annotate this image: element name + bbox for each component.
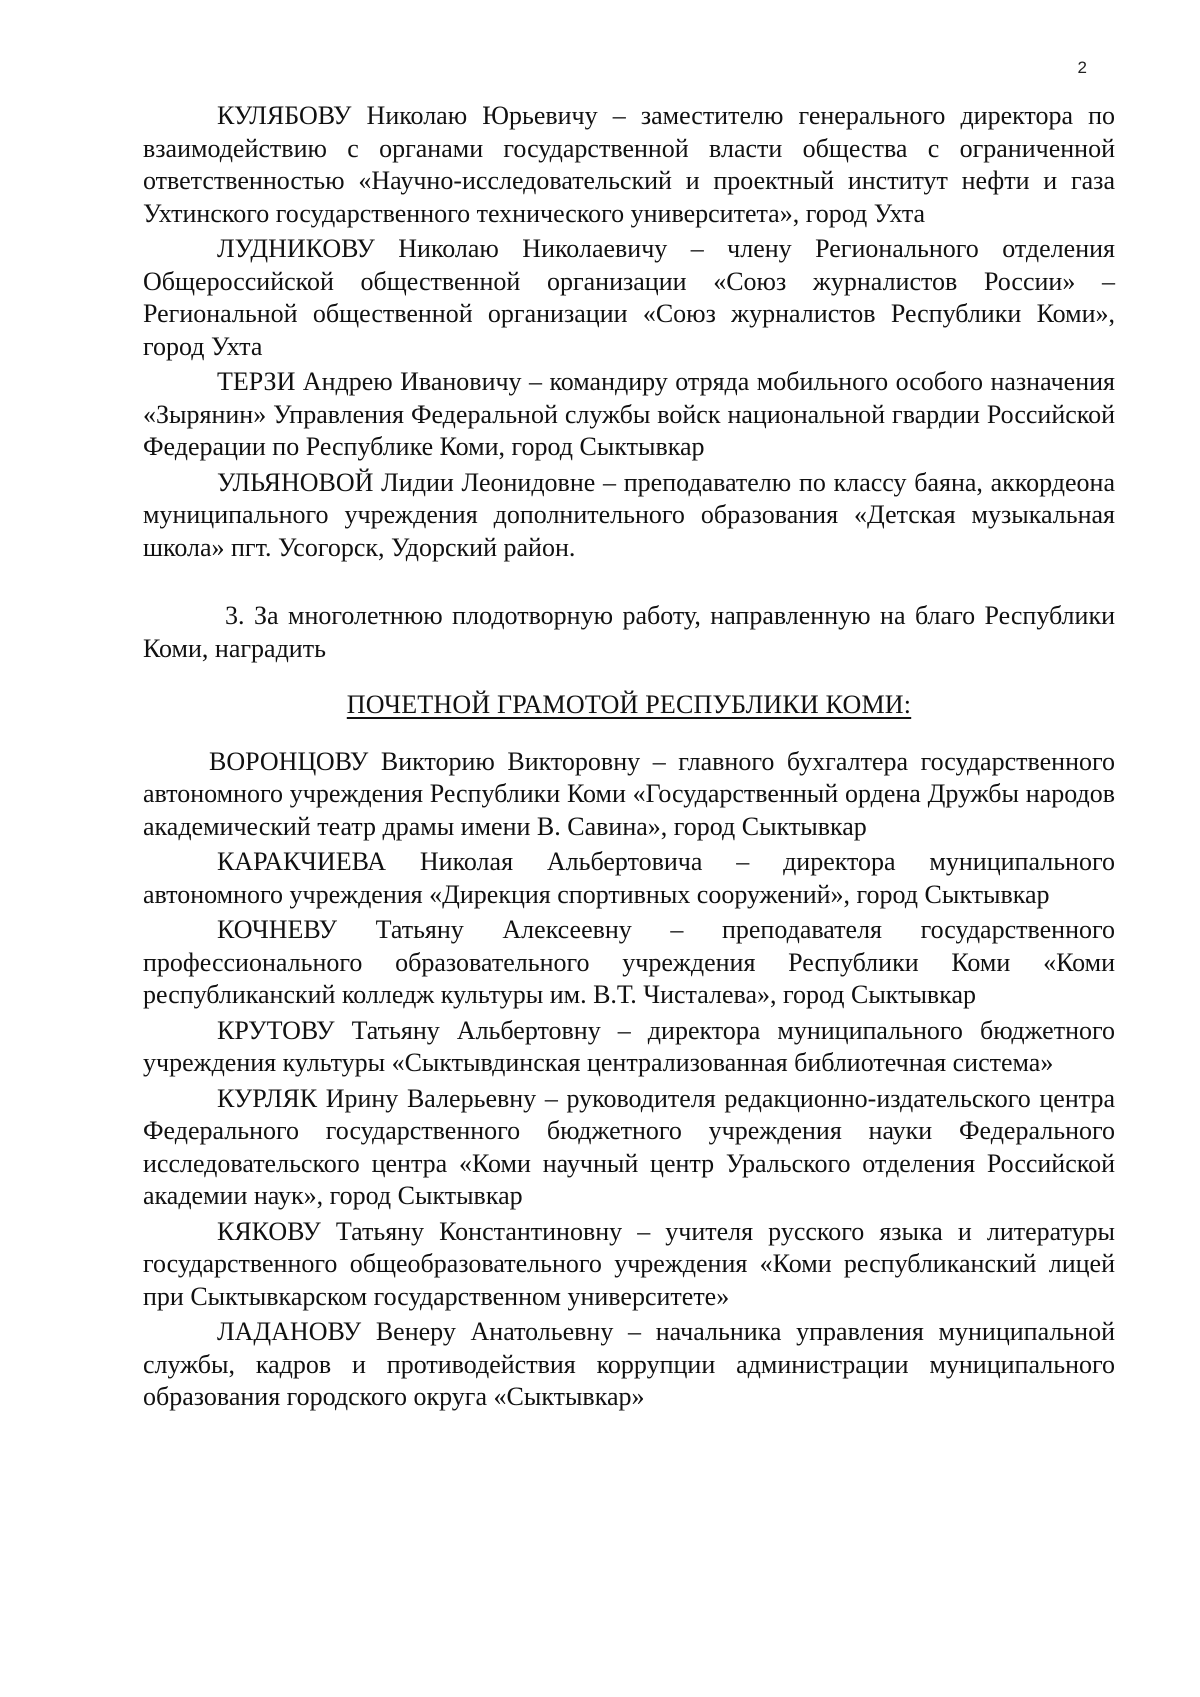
award-paragraph-kurlyak: КУРЛЯК Ирину Валерьевну – руководителя редакционно-издательского центра Федерального государственного бюджетного учреждения науки Федерального исследовательского центра «Коми научный центр Уральского отделения Российской академии наук», город Сыктывкар (143, 1083, 1115, 1210)
award-paragraph-kulyabov: КУЛЯБОВУ Николаю Юрьевичу – заместителю генерального директора по взаимодействию с органами государственной власти общества с ограниченной ответственностью «Научно-исследовательский и проектный институт нефти и газа Ухтинского государственного технического университета», город Ухта (143, 101, 1115, 228)
award-paragraph-karakchiev: КАРАКЧИЕВА Николая Альбертовича – директора муниципального автономного учреждения «Дирекция спортивных сооружений», город Сыктывкар (143, 847, 1115, 909)
section-3-paragraph: 3. За многолетнюю плодотворную работу, направленную на благо Республики Коми, наградить (143, 601, 1115, 663)
page-number: 2 (1077, 58, 1087, 77)
award-paragraph-krutova: КРУТОВУ Татьяну Альбертовну – директора муниципального бюджетного учреждения культуры «Сыктывдинская централизованная библиотечная система» (143, 1015, 1115, 1077)
document-body (143, 100, 1115, 1417)
award-paragraph-ladanova: ЛАДАНОВУ Венеру Анатольевну – начальника управления муниципальной службы, кадров и противодействия коррупции администрации муниципального образования городского округа «Сыктывкар» (143, 1317, 1115, 1411)
award-heading: ПОЧЕТНОЙ ГРАМОТОЙ РЕСПУБЛИКИ КОМИ: (346, 690, 912, 719)
award-paragraph-vorontsova: ВОРОНЦОВУ Викторию Викторовну – главного бухгалтера государственного автономного учреждения Республики Коми «Государственный ордена Дружбы народов академический театр драмы имени В. Савина», город Сыктывкар (143, 746, 1115, 841)
award-paragraph-ulyanova: УЛЬЯНОВОЙ Лидии Леонидовне – преподавателю по классу баяна, аккордеона муниципального учреждения дополнительного образования «Детская музыкальная школа» пгт. Усогорск, Удорский район. (143, 467, 1115, 562)
award-paragraph-kyakova: КЯКОВУ Татьяну Константиновну – учителя русского языка и литературы государственного общеобразовательного учреждения «Коми республиканский лицей при Сыктывкарском государственном университете» (143, 1216, 1115, 1311)
award-paragraph-ludnikov: ЛУДНИКОВУ Николаю Николаевичу – члену Регионального отделения Общероссийской общественной организации «Союз журналистов России» – Региональной общественной организации «Союз журналистов Республики Коми», город Ухта (143, 234, 1115, 361)
award-paragraph-kochneva: КОЧНЕВУ Татьяну Алексеевну – преподавателя государственного профессионального образовательного учреждения Республики Коми «Коми республиканский колледж культуры им. В.Т. Чисталева», город Сыктывкар (143, 915, 1115, 1009)
award-paragraph-terzi: ТЕРЗИ Андрею Ивановичу – командиру отряда мобильного особого назначения «Зырянин» Управления Федеральной службы войск национальной гвардии Российской Федерации по Республике Коми, город Сыктывкар (143, 367, 1115, 461)
